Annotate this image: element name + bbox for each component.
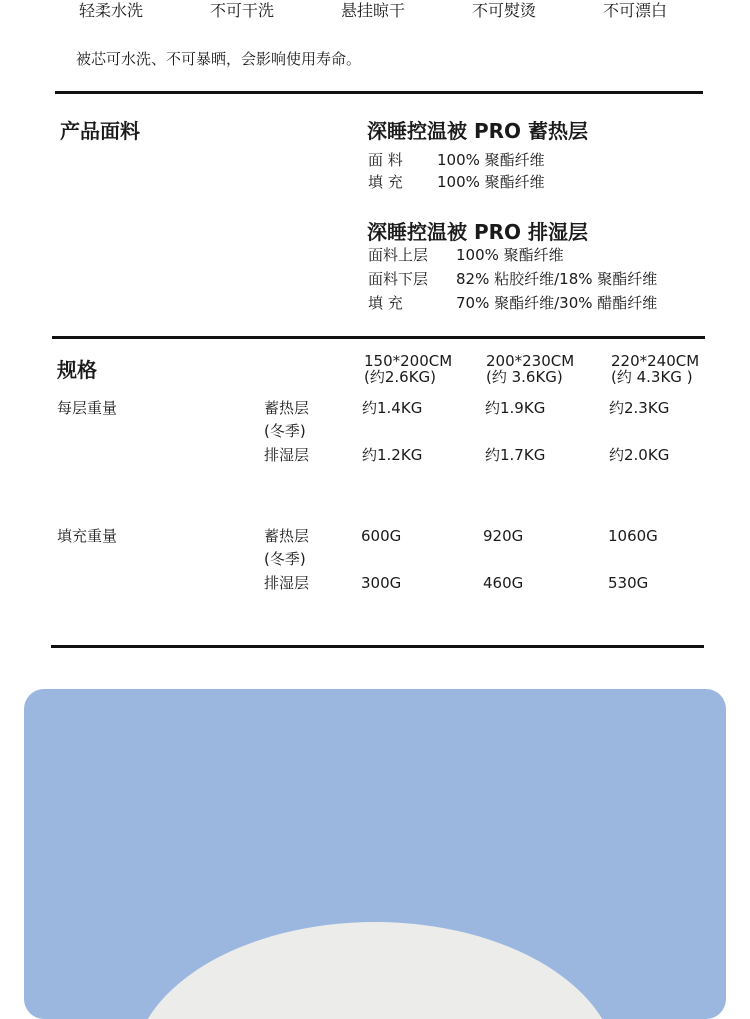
- season-label: (冬季): [264, 422, 306, 440]
- material-key: 面 料: [368, 151, 403, 169]
- divider-middle: [52, 336, 705, 339]
- material-list-heat: [368, 149, 668, 197]
- layer-label: 排湿层: [264, 446, 310, 464]
- spec-value: 530G: [608, 574, 649, 592]
- layer-label: 蓄热层: [264, 399, 310, 417]
- size-header: [364, 353, 452, 385]
- product-title-heat: 深睡控温被 PRO 蓄热层: [367, 119, 588, 143]
- fabric-heading: 产品面料: [60, 119, 140, 143]
- spec-value: 600G: [361, 527, 402, 545]
- size-dimension: 200*230CM: [486, 352, 575, 370]
- material-key: 填 充: [368, 173, 403, 191]
- care-label-gentle-wash: 轻柔水洗: [79, 1, 144, 20]
- spec-value: 460G: [483, 574, 524, 592]
- layer-label: 蓄热层: [264, 527, 310, 545]
- care-note: 被芯可水洗、不可暴晒，会影响使用寿命。: [76, 50, 362, 68]
- product-image-shape: [132, 922, 618, 1019]
- divider-top: [55, 91, 703, 94]
- spec-heading: 规格: [57, 358, 97, 382]
- size-weight: (约 3.6KG): [486, 368, 563, 386]
- spec-value: 约2.0KG: [609, 446, 670, 464]
- spec-value: 约1.4KG: [362, 399, 423, 417]
- spec-value: 300G: [361, 574, 402, 592]
- material-value: 100% 聚酯纤维: [437, 151, 545, 169]
- care-label-no-dry-clean: 不可干洗: [210, 1, 275, 20]
- spec-value: 1060G: [608, 527, 658, 545]
- size-dimension: 220*240CM: [611, 352, 700, 370]
- material-list-wick: [368, 244, 698, 316]
- material-value: 100% 聚酯纤维: [437, 173, 545, 191]
- product-title-wick: 深睡控温被 PRO 排湿层: [367, 220, 588, 244]
- size-header: [611, 353, 699, 385]
- material-key: 填 充: [368, 294, 403, 312]
- divider-bottom: [51, 645, 704, 648]
- size-dimension: 150*200CM: [364, 352, 453, 370]
- spec-value: 约2.3KG: [609, 399, 670, 417]
- care-label-hang-dry: 悬挂晾干: [341, 1, 406, 20]
- season-label: (冬季): [264, 550, 306, 568]
- size-header: [486, 353, 574, 385]
- material-value: 82% 粘胶纤维/18% 聚酯纤维: [456, 270, 658, 288]
- material-value: 70% 聚酯纤维/30% 醋酯纤维: [456, 294, 658, 312]
- size-weight: (约2.6KG): [364, 368, 437, 386]
- material-key: 面料下层: [368, 270, 429, 288]
- spec-group-label: 每层重量: [57, 399, 118, 417]
- spec-value: 约1.9KG: [485, 399, 546, 417]
- spec-value: 约1.7KG: [485, 446, 546, 464]
- spec-group-label: 填充重量: [57, 527, 118, 545]
- care-label-no-iron: 不可熨烫: [472, 1, 537, 20]
- spec-value: 920G: [483, 527, 524, 545]
- material-value: 100% 聚酯纤维: [456, 246, 564, 264]
- spec-value: 约1.2KG: [362, 446, 423, 464]
- care-label-no-bleach: 不可漂白: [603, 1, 668, 20]
- size-weight: (约 4.3KG ): [611, 368, 693, 386]
- material-key: 面料上层: [368, 246, 429, 264]
- product-image-panel: [24, 689, 726, 1019]
- layer-label: 排湿层: [264, 574, 310, 592]
